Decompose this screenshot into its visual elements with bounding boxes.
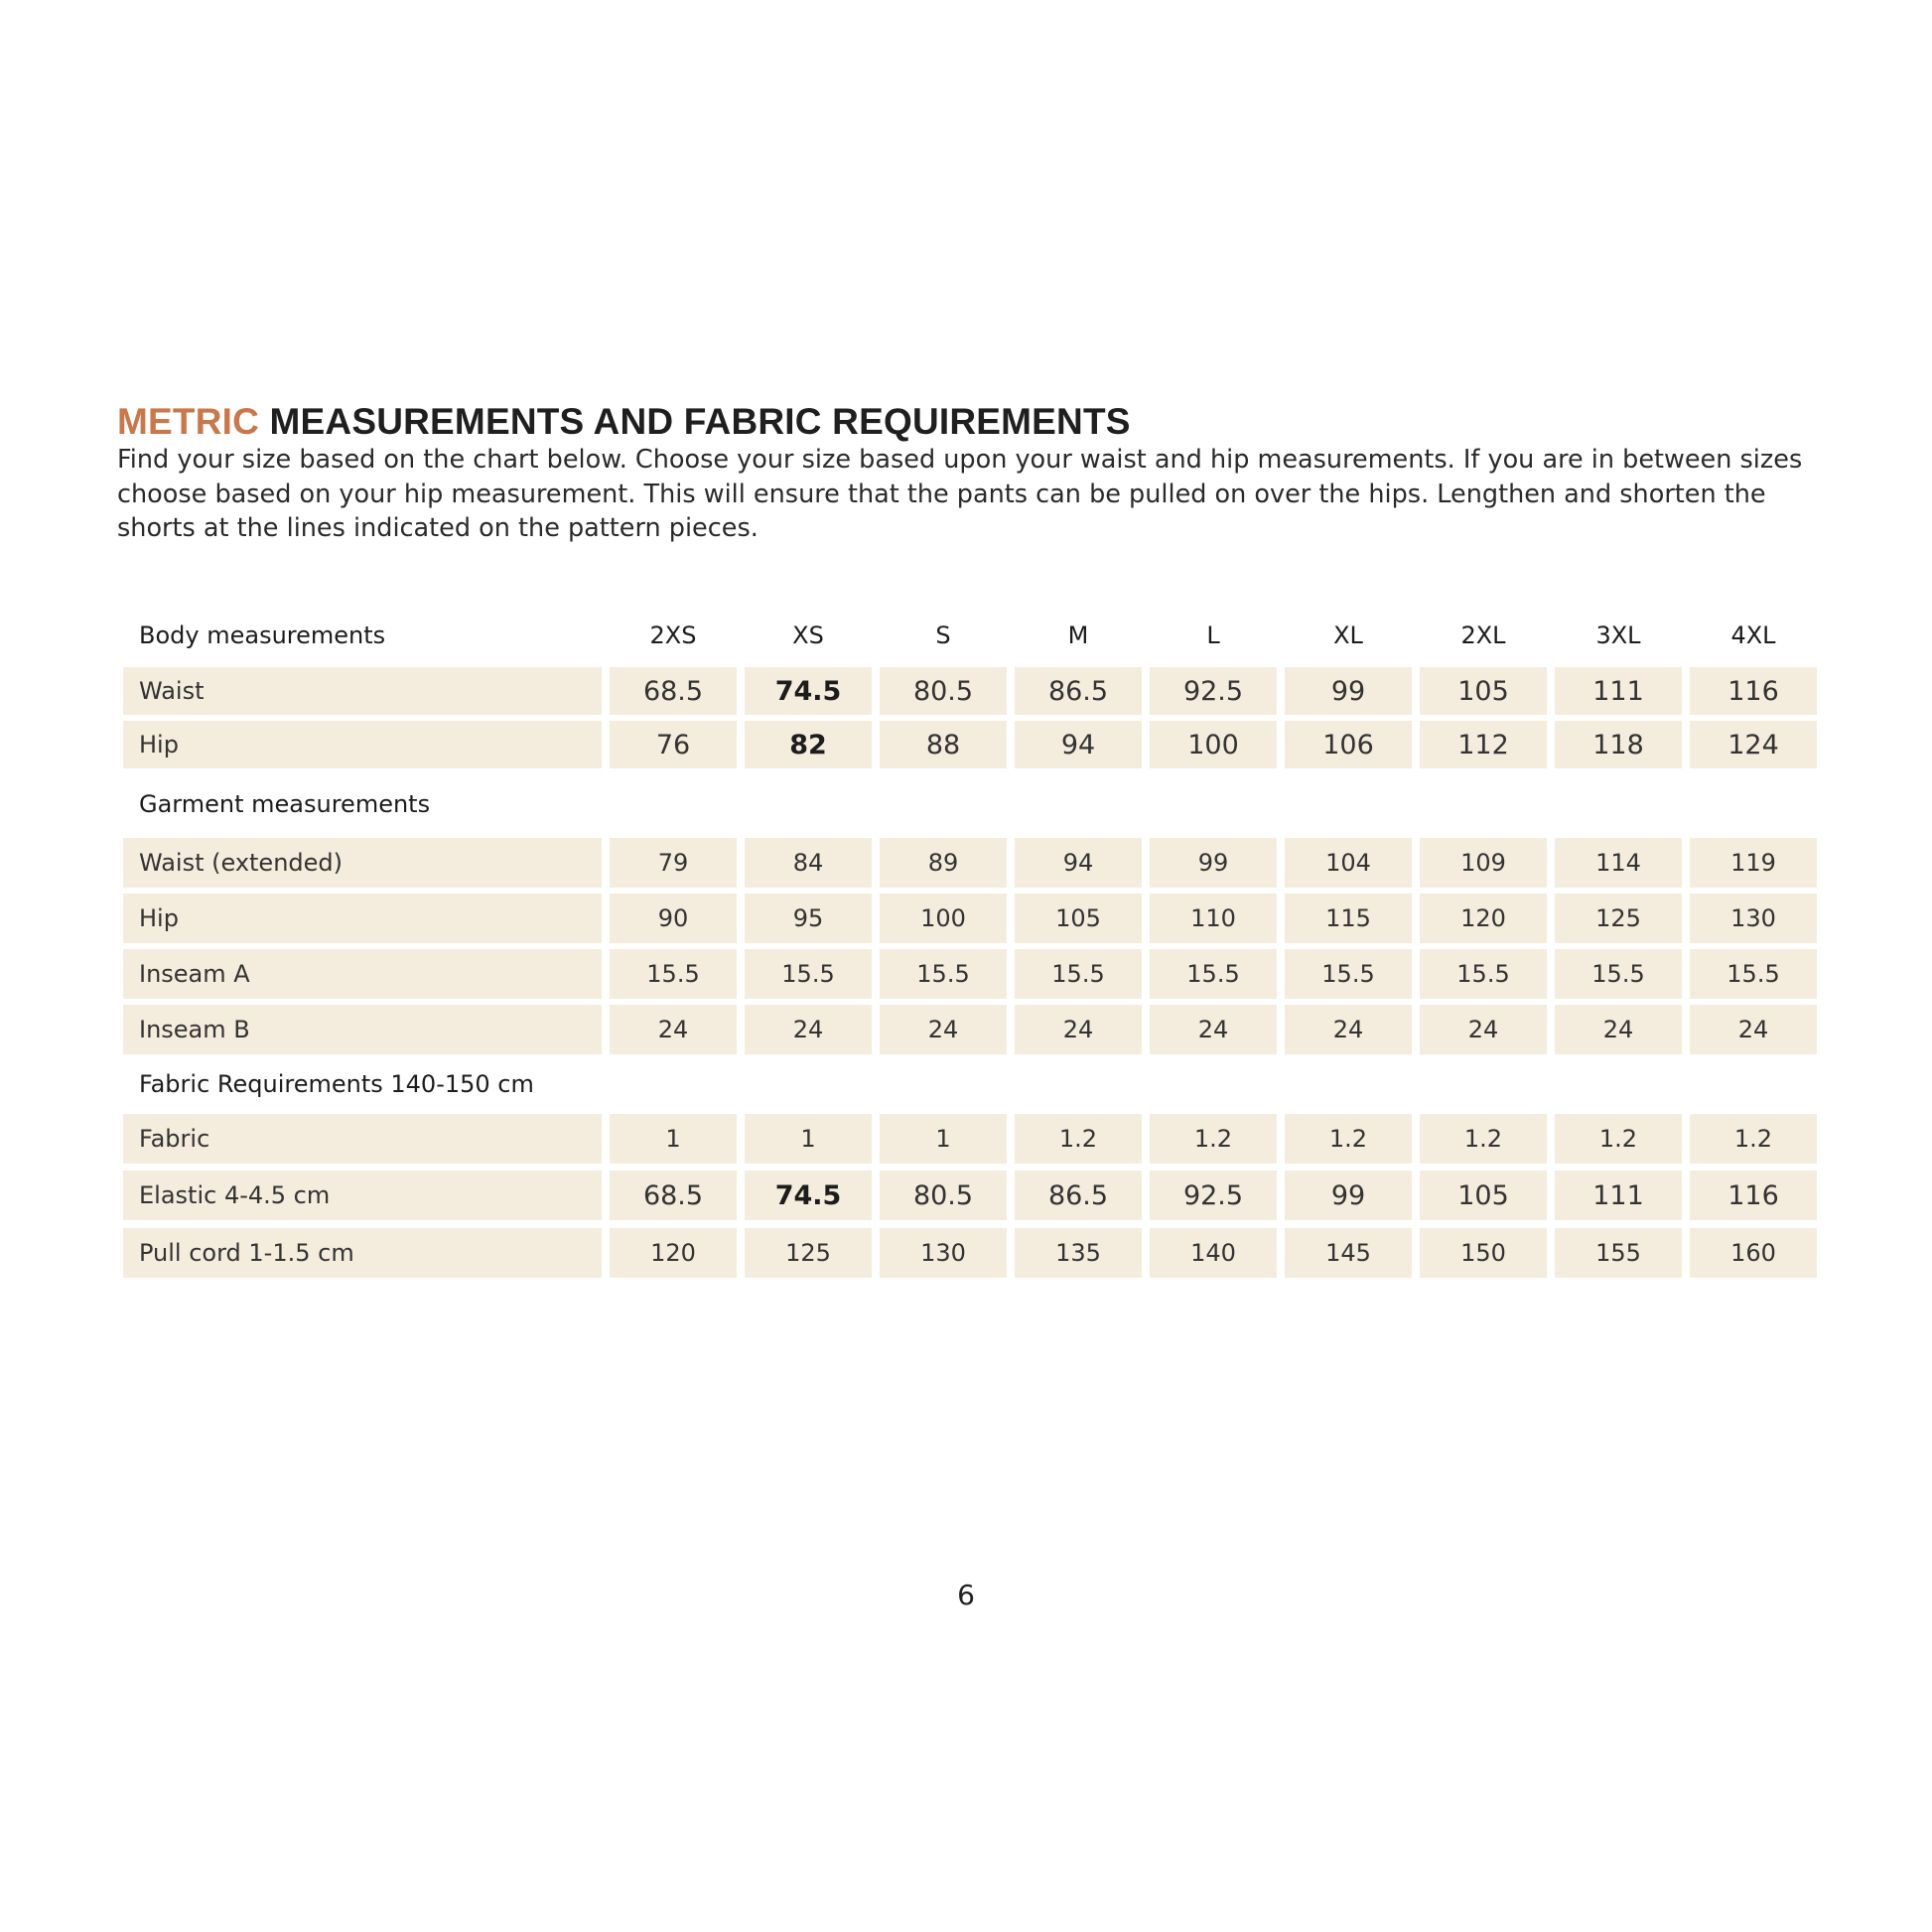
section-label-fabric: Fabric Requirements 140-150 cm [139,1070,534,1098]
value-cell: 94 [1015,721,1142,768]
value-cell: 24 [610,1005,737,1054]
value-cell: 24 [1015,1005,1142,1054]
value-cell: 95 [745,894,872,943]
value-cell: 140 [1150,1228,1277,1278]
value-cell: 24 [1555,1005,1682,1054]
row-label: Elastic 4-4.5 cm [123,1171,602,1220]
value-cell: 15.5 [1285,949,1412,999]
value-cell: 94 [1015,838,1142,888]
size-header-xs: XS [792,621,824,649]
value-cell: 1 [880,1114,1007,1164]
row-label: Inseam B [123,1005,602,1054]
row-label: Fabric [123,1114,602,1164]
value-cell: 80.5 [880,667,1007,715]
value-cell: 155 [1555,1228,1682,1278]
size-header-xl: XL [1333,621,1363,649]
size-header-s: S [935,621,951,649]
value-cell: 130 [880,1228,1007,1278]
value-cell: 15.5 [1690,949,1817,999]
value-cell: 125 [745,1228,872,1278]
value-cell: 15.5 [1150,949,1277,999]
value-cell: 86.5 [1015,667,1142,715]
row-label: Inseam A [123,949,602,999]
value-cell: 104 [1285,838,1412,888]
size-header-4xl: 4XL [1730,621,1776,649]
value-cell: 112 [1420,721,1547,768]
title-rest: MEASUREMENTS AND FABRIC REQUIREMENTS [259,401,1131,442]
value-cell: 1.2 [1420,1114,1547,1164]
value-cell: 111 [1555,667,1682,715]
row-label: Pull cord 1-1.5 cm [123,1228,602,1278]
value-cell: 115 [1285,894,1412,943]
value-cell: 76 [610,721,737,768]
value-cell: 105 [1015,894,1142,943]
value-cell: 92.5 [1150,667,1277,715]
value-cell: 68.5 [610,1171,737,1220]
value-cell: 24 [745,1005,872,1054]
value-cell: 68.5 [610,667,737,715]
size-header-2xl: 2XL [1460,621,1506,649]
row-label: Hip [123,721,602,768]
value-cell: 160 [1690,1228,1817,1278]
intro-paragraph: Find your size based on the chart below. Choose your size based upon your waist and hip measurements. If you are in between sizes choose based on your hip measurement. This will ensure that the pants can be pulled on over the hips. Lengthen and shorten the shorts at the lines indicated on the pattern pieces. [117,445,1803,543]
value-cell: 74.5 [745,1171,872,1220]
value-cell: 1.2 [1285,1114,1412,1164]
row-label: Waist (extended) [123,838,602,888]
value-cell: 84 [745,838,872,888]
table-header-label: Body measurements [139,621,386,649]
size-header-l: L [1206,621,1220,649]
value-cell: 124 [1690,721,1817,768]
value-cell: 110 [1150,894,1277,943]
value-cell: 118 [1555,721,1682,768]
value-cell: 119 [1690,838,1817,888]
value-cell: 89 [880,838,1007,888]
value-cell: 116 [1690,667,1817,715]
value-cell: 24 [1285,1005,1412,1054]
value-cell: 120 [1420,894,1547,943]
value-cell: 15.5 [610,949,737,999]
size-header-2xs: 2XS [649,621,697,649]
value-cell: 1 [610,1114,737,1164]
value-cell: 24 [880,1005,1007,1054]
size-header-m: M [1067,621,1089,649]
title-accent: METRIC [117,401,260,442]
value-cell: 109 [1420,838,1547,888]
value-cell: 135 [1015,1228,1142,1278]
value-cell: 1.2 [1690,1114,1817,1164]
value-cell: 88 [880,721,1007,768]
value-cell: 79 [610,838,737,888]
value-cell: 86.5 [1015,1171,1142,1220]
value-cell: 80.5 [880,1171,1007,1220]
section-label-garment: Garment measurements [139,790,431,818]
value-cell: 145 [1285,1228,1412,1278]
value-cell: 74.5 [745,667,872,715]
value-cell: 99 [1150,838,1277,888]
value-cell: 99 [1285,667,1412,715]
value-cell: 92.5 [1150,1171,1277,1220]
value-cell: 1.2 [1015,1114,1142,1164]
value-cell: 15.5 [1015,949,1142,999]
value-cell: 125 [1555,894,1682,943]
value-cell: 111 [1555,1171,1682,1220]
value-cell: 100 [880,894,1007,943]
row-label: Hip [123,894,602,943]
size-header-3xl: 3XL [1595,621,1641,649]
value-cell: 82 [745,721,872,768]
value-cell: 24 [1420,1005,1547,1054]
value-cell: 15.5 [880,949,1007,999]
value-cell: 24 [1690,1005,1817,1054]
value-cell: 114 [1555,838,1682,888]
value-cell: 120 [610,1228,737,1278]
value-cell: 24 [1150,1005,1277,1054]
value-cell: 99 [1285,1171,1412,1220]
value-cell: 105 [1420,1171,1547,1220]
value-cell: 100 [1150,721,1277,768]
value-cell: 15.5 [1420,949,1547,999]
value-cell: 105 [1420,667,1547,715]
value-cell: 1.2 [1555,1114,1682,1164]
value-cell: 15.5 [1555,949,1682,999]
value-cell: 1.2 [1150,1114,1277,1164]
page-number: 6 [957,1579,975,1611]
row-label: Waist [123,667,602,715]
value-cell: 90 [610,894,737,943]
value-cell: 116 [1690,1171,1817,1220]
value-cell: 106 [1285,721,1412,768]
value-cell: 1 [745,1114,872,1164]
value-cell: 150 [1420,1228,1547,1278]
value-cell: 15.5 [745,949,872,999]
value-cell: 130 [1690,894,1817,943]
